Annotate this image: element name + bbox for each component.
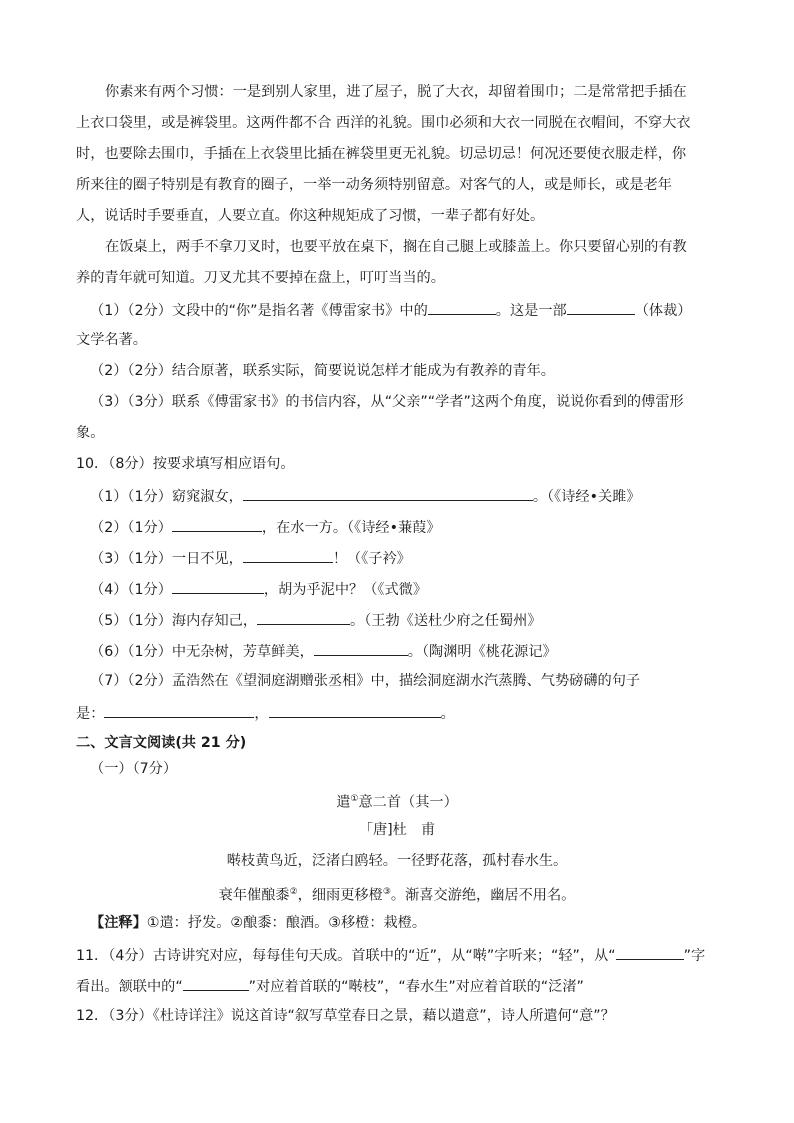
- q10-item-5: （5）（1分）海内存知己， 。（王勃《送杜少府之任蜀州》: [90, 609, 542, 631]
- answer-blank[interactable]: [567, 299, 635, 315]
- passage-line: 上衣口袋里，或是裤袋里。这两件都不合 西洋的礼貌。围巾必须和大衣一同脱在衣帽间，不穿大衣: [76, 115, 691, 131]
- section-subheading: （一）（7分）: [90, 761, 178, 777]
- passage-line: 时，也要除去围巾，手插在上衣袋里比插在裤袋里更无礼貌。切忌切忌！何况还要使衣服走样，你: [76, 146, 687, 162]
- q12: 12．（3分）《杜诗详注》说这首诗“叙写草堂春日之景，藉以遣意”，诗人所遣何“意”？: [76, 1008, 615, 1024]
- passage-line: 你素来有两个习惯：一是到别人家里，进了屋子，脱了大衣，却留着围巾；二是常常把手插在: [105, 84, 687, 100]
- q11-cont: 看出。颔联中的“ ”对应着首联的“啭枝”，“春水生”对应着首联的“泛渚”: [76, 975, 584, 997]
- answer-blank[interactable]: [428, 299, 496, 315]
- answer-blank[interactable]: [616, 944, 684, 960]
- passage-line: 在饭桌上，两手不拿刀叉时，也要平放在桌下，搁在自己腿上或膝盖上。你只要留心别的有教: [105, 239, 687, 255]
- answer-blank[interactable]: [104, 702, 254, 718]
- q10-item-3: （3）（1分）一日不见， ！（《子衿》: [90, 547, 411, 569]
- q10-item-7-cont: 是： ， 。: [76, 702, 455, 724]
- q9-sub1: （1）（2分）文段中的“你”是指名著《傅雷家书》中的 。这是一部 （体裁）: [90, 299, 692, 321]
- q10-item-6: （6）（1分）中无杂树，芳草鲜美， 。（陶渊明《桃花源记》: [90, 640, 557, 662]
- q11: 11．（4分）古诗讲究对应，每每佳句天成。首联中的“近”，从“啭”字听来；“轻”，从“ ”字: [76, 944, 705, 966]
- poem-line: 衰年催酿黍②，细雨更移橙③。渐喜交游绝，幽居不用名。: [218, 887, 576, 904]
- poem-notes: 【注释】①遣：抒发。②酿黍：酿酒。③移橙：栽橙。: [90, 915, 427, 931]
- q10-item-1: （1）（1分）窈窕淑女， 。（《诗经•关雎》: [90, 485, 641, 507]
- q9-sub1-cont: 文学名著。: [76, 332, 147, 348]
- poem-title: 遣①意二首（其一）: [336, 794, 458, 811]
- passage-line: 人，说话时手要垂直，人要立直。你这种规矩成了习惯，一辈子都有好处。: [76, 208, 545, 224]
- answer-blank[interactable]: [243, 547, 333, 563]
- q9-sub3-cont: 象。: [76, 425, 105, 441]
- answer-blank[interactable]: [243, 485, 533, 501]
- passage-line: 所来往的圈子特别是有教育的圈子，一举一动务须特别留意。对客气的人，或是师长，或是老年: [76, 177, 672, 193]
- section-heading: 二、文言文阅读(共 21 分): [76, 735, 247, 751]
- q10-item-4: （4）（1分） ，胡为乎泥中？（《式微》: [90, 578, 427, 600]
- poem-author: 「唐]杜 甫: [358, 822, 436, 838]
- poem-line: 啭枝黄鸟近，泛渚白鸥轻。一径野花落，孤村春水生。: [226, 853, 568, 869]
- answer-blank[interactable]: [172, 578, 264, 594]
- passage-line: 养的青年就可知道。刀叉尤其不要掉在盘上，叮叮当当的。: [76, 270, 445, 286]
- answer-blank[interactable]: [269, 702, 441, 718]
- answer-blank[interactable]: [183, 975, 249, 991]
- q10-title: 10．（8分）按要求填写相应语句。: [76, 456, 295, 472]
- q10-item-2: （2）（1分） ，在水一方。（《诗经•蒹葭》: [90, 516, 441, 538]
- answer-blank[interactable]: [172, 516, 262, 532]
- q9-sub2: （2）（2分）结合原著，联系实际，简要说说怎样才能成为有教养的青年。: [90, 363, 555, 379]
- answer-blank[interactable]: [314, 640, 408, 656]
- q10-item-7: （7）（2分）孟浩然在《望洞庭湖赠张丞相》中，描绘洞庭湖水汽蒸腾、气势磅礴的句子: [90, 673, 641, 689]
- answer-blank[interactable]: [257, 609, 350, 625]
- q9-sub3: （3）（3分）联系《傅雷家书》的书信内容，从“父亲”“学者”这两个角度，说说你看到的傅雷形: [90, 394, 684, 410]
